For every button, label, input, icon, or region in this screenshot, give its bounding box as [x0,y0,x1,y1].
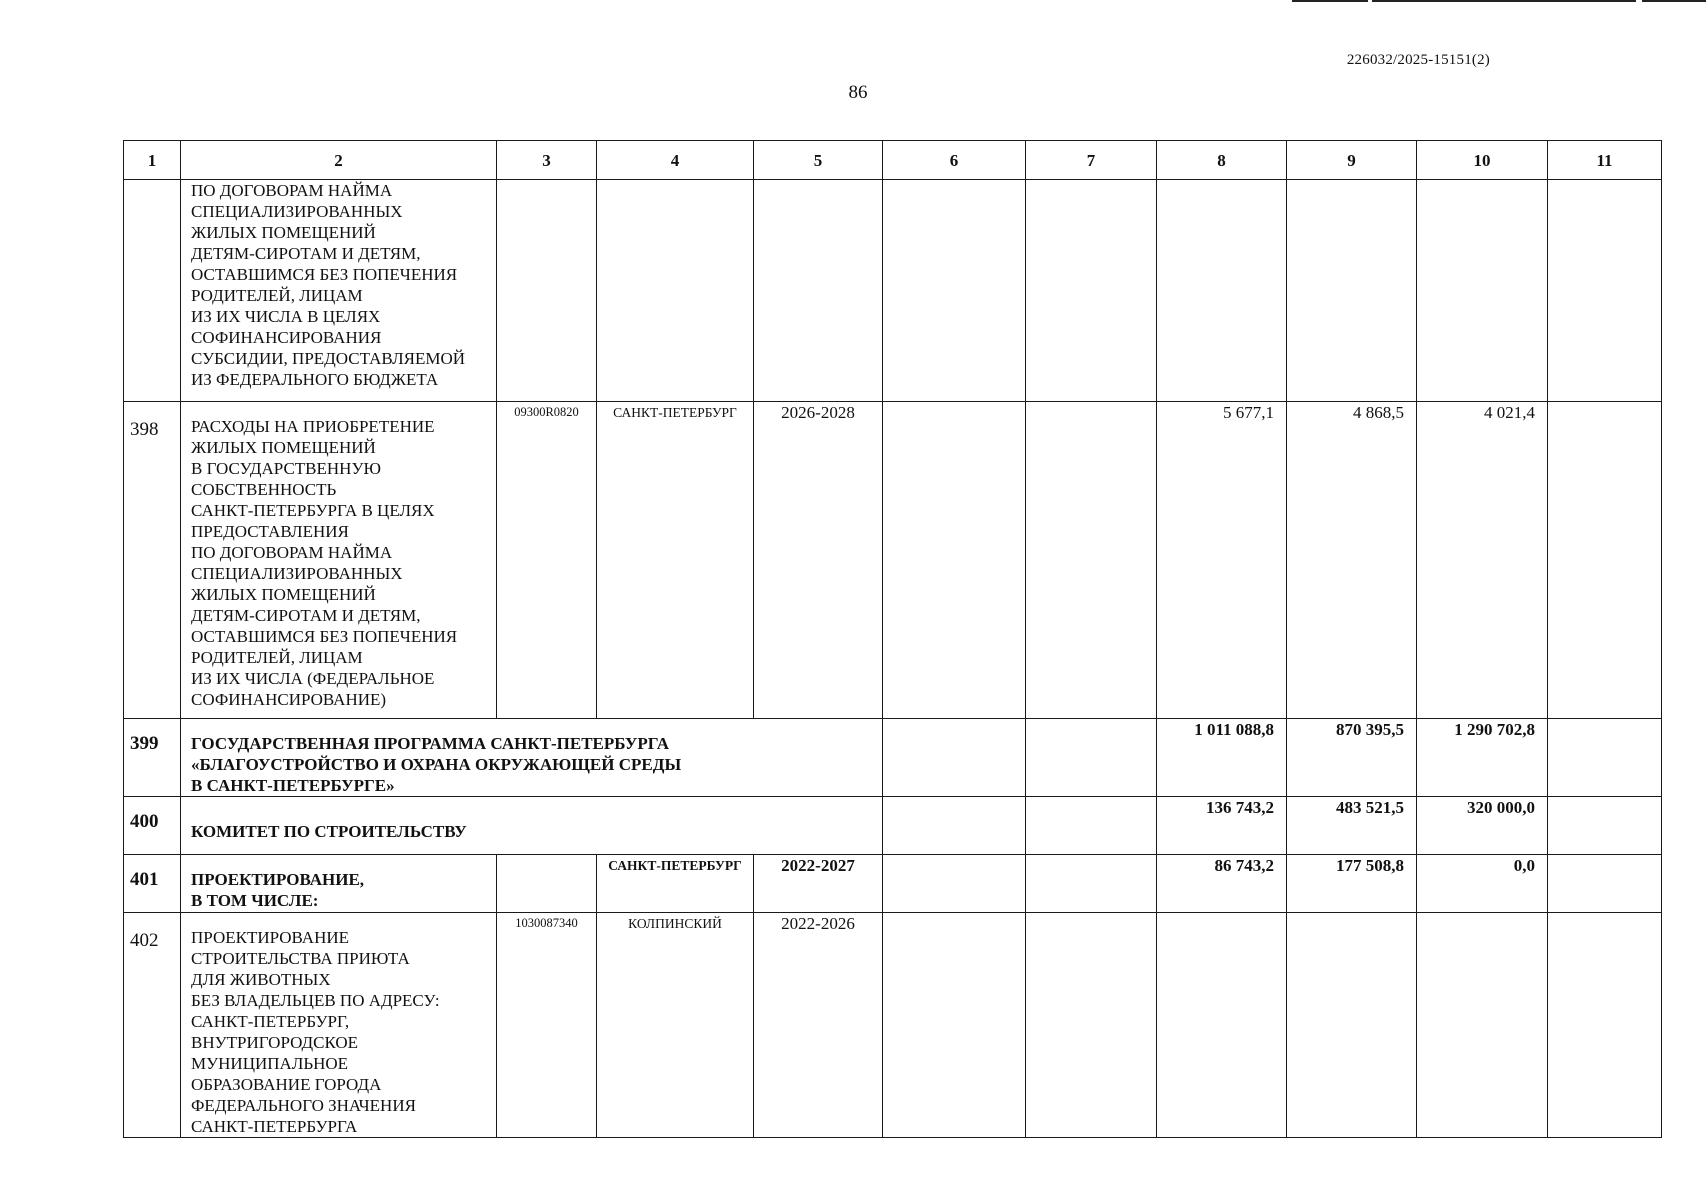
cell-col-11 [1548,855,1662,913]
cell-col-7 [1026,797,1157,855]
cell-col-7 [1026,855,1157,913]
page-number: 86 [848,82,868,103]
name-line: РОДИТЕЛЕЙ, ЛИЦАМ [191,648,363,667]
name-line: СПЕЦИАЛИЗИРОВАННЫХ [191,564,403,583]
name-line: ЖИЛЫХ ПОМЕЩЕНИЙ [191,223,376,242]
value-col-9: 4 868,5 [1287,402,1417,719]
cell-col-11 [1548,913,1662,1138]
name-line: СУБСИДИИ, ПРЕДОСТАВЛЯЕМОЙ [191,349,466,368]
row-name [181,402,497,719]
row-name [181,913,497,1138]
table-row [124,855,1662,913]
scan-edge-line-right [1642,0,1706,2]
cell-col-6 [883,719,1026,797]
name-line: СПЕЦИАЛИЗИРОВАННЫХ [191,202,403,221]
cell-col-6 [883,855,1026,913]
name-line: РОДИТЕЛЕЙ, ЛИЦАМ [191,286,363,305]
period [754,180,883,402]
scan-edge-line-middle [1372,0,1636,2]
value-col-10: 320 000,0 [1417,797,1548,855]
cell-col-7 [1026,913,1157,1138]
name-line: ДЛЯ ЖИВОТНЫХ [191,970,331,989]
scan-edge-line-left [1292,0,1368,2]
column-header: 4 [597,141,754,180]
name-line: В ГОСУДАРСТВЕННУЮ [191,459,381,478]
cell-col-7 [1026,402,1157,719]
name-line: ОСТАВШИМСЯ БЕЗ ПОПЕЧЕНИЯ [191,265,458,284]
name-line: СОБСТВЕННОСТЬ [191,480,337,499]
value-col-10 [1417,180,1548,402]
cell-col-6 [883,180,1026,402]
budget-table [123,140,1662,1138]
period: 2022-2027 [754,855,883,913]
cell-col-11 [1548,402,1662,719]
row-name [181,719,883,797]
name-line: ОСТАВШИМСЯ БЕЗ ПОПЕЧЕНИЯ [191,627,458,646]
table-row [124,797,1662,855]
row-number: 400 [124,797,181,855]
value-col-8 [1157,913,1287,1138]
column-header: 5 [754,141,883,180]
table-row [124,913,1662,1138]
name-line: ИЗ ИХ ЧИСЛА В ЦЕЛЯХ [191,307,381,326]
name-line: В САНКТ-ПЕТЕРБУРГЕ» [191,776,395,795]
cell-col-6 [883,402,1026,719]
value-col-9 [1287,180,1417,402]
value-col-8: 5 677,1 [1157,402,1287,719]
row-name [181,855,497,913]
value-col-8: 86 743,2 [1157,855,1287,913]
column-header: 3 [497,141,597,180]
period: 2022-2026 [754,913,883,1138]
budget-code [497,180,597,402]
row-number: 399 [124,719,181,797]
row-number: 401 [124,855,181,913]
name-line: САНКТ-ПЕТЕРБУРГА [191,1117,358,1136]
cell-col-11 [1548,719,1662,797]
row-name [181,797,883,855]
budget-code: 1030087340 [497,913,597,1138]
value-col-10: 0,0 [1417,855,1548,913]
column-number-row [124,141,1662,180]
name-line: ПО ДОГОВОРАМ НАЙМА [191,181,393,200]
name-line: ЖИЛЫХ ПОМЕЩЕНИЙ [191,585,376,604]
name-line: КОМИТЕТ ПО СТРОИТЕЛЬСТВУ [191,822,467,841]
cell-col-7 [1026,180,1157,402]
column-header: 7 [1026,141,1157,180]
value-col-8: 1 011 088,8 [1157,719,1287,797]
row-number: 402 [124,913,181,1138]
table-row [124,402,1662,719]
column-header: 6 [883,141,1026,180]
value-col-9 [1287,913,1417,1138]
row-number: 398 [124,402,181,719]
cell-col-11 [1548,797,1662,855]
name-line: ПРЕДОСТАВЛЕНИЯ [191,522,349,541]
name-line: СТРОИТЕЛЬСТВА ПРИЮТА [191,949,410,968]
region: КОЛПИНСКИЙ [597,913,754,1138]
name-line: ФЕДЕРАЛЬНОГО ЗНАЧЕНИЯ [191,1096,416,1115]
name-line: ДЕТЯМ-СИРОТАМ И ДЕТЯМ, [191,606,421,625]
name-line: ВНУТРИГОРОДСКОЕ [191,1033,359,1052]
name-line: ДЕТЯМ-СИРОТАМ И ДЕТЯМ, [191,244,421,263]
cell-col-11 [1548,180,1662,402]
region: САНКТ-ПЕТЕРБУРГ [597,402,754,719]
name-line: ПО ДОГОВОРАМ НАЙМА [191,543,393,562]
name-line: ОБРАЗОВАНИЕ ГОРОДА [191,1075,382,1094]
row-name [181,180,497,402]
value-col-8: 136 743,2 [1157,797,1287,855]
row-number [124,180,181,402]
value-col-10 [1417,913,1548,1138]
name-line: РАСХОДЫ НА ПРИОБРЕТЕНИЕ [191,417,435,436]
value-col-9: 870 395,5 [1287,719,1417,797]
name-line: МУНИЦИПАЛЬНОЕ [191,1054,349,1073]
column-header: 9 [1287,141,1417,180]
value-col-10: 4 021,4 [1417,402,1548,719]
value-col-8 [1157,180,1287,402]
budget-code: 09300R0820 [497,402,597,719]
name-line: ИЗ ИХ ЧИСЛА (ФЕДЕРАЛЬНОЕ [191,669,435,688]
budget-code [497,855,597,913]
name-line: ПРОЕКТИРОВАНИЕ, [191,870,365,889]
column-header: 10 [1417,141,1548,180]
period: 2026-2028 [754,402,883,719]
name-line: ГОСУДАРСТВЕННАЯ ПРОГРАММА САНКТ-ПЕТЕРБУРГА [191,734,670,753]
document-number: 226032/2025-15151(2) [1346,52,1490,68]
name-line: СОФИНАНСИРОВАНИЯ [191,328,382,347]
name-line: «БЛАГОУСТРОЙСТВО И ОХРАНА ОКРУЖАЮЩЕЙ СРЕДЫ [191,755,682,774]
table-row [124,719,1662,797]
cell-col-6 [883,797,1026,855]
column-header: 2 [181,141,497,180]
column-header: 1 [124,141,181,180]
name-line: СОФИНАНСИРОВАНИЕ) [191,690,387,709]
value-col-9: 483 521,5 [1287,797,1417,855]
name-line: ИЗ ФЕДЕРАЛЬНОГО БЮДЖЕТА [191,370,439,389]
cell-col-6 [883,913,1026,1138]
value-col-10: 1 290 702,8 [1417,719,1548,797]
column-header: 11 [1548,141,1662,180]
name-line: БЕЗ ВЛАДЕЛЬЦЕВ ПО АДРЕСУ: [191,991,440,1010]
value-col-9: 177 508,8 [1287,855,1417,913]
name-line: ПРОЕКТИРОВАНИЕ [191,928,350,947]
column-header: 8 [1157,141,1287,180]
name-line: ЖИЛЫХ ПОМЕЩЕНИЙ [191,438,376,457]
name-line: САНКТ-ПЕТЕРБУРГА В ЦЕЛЯХ [191,501,435,520]
name-line: В ТОМ ЧИСЛЕ: [191,891,319,910]
region [597,180,754,402]
name-line: САНКТ-ПЕТЕРБУРГ, [191,1012,350,1031]
region: САНКТ-ПЕТЕРБУРГ [597,855,754,913]
cell-col-7 [1026,719,1157,797]
table-row [124,180,1662,402]
